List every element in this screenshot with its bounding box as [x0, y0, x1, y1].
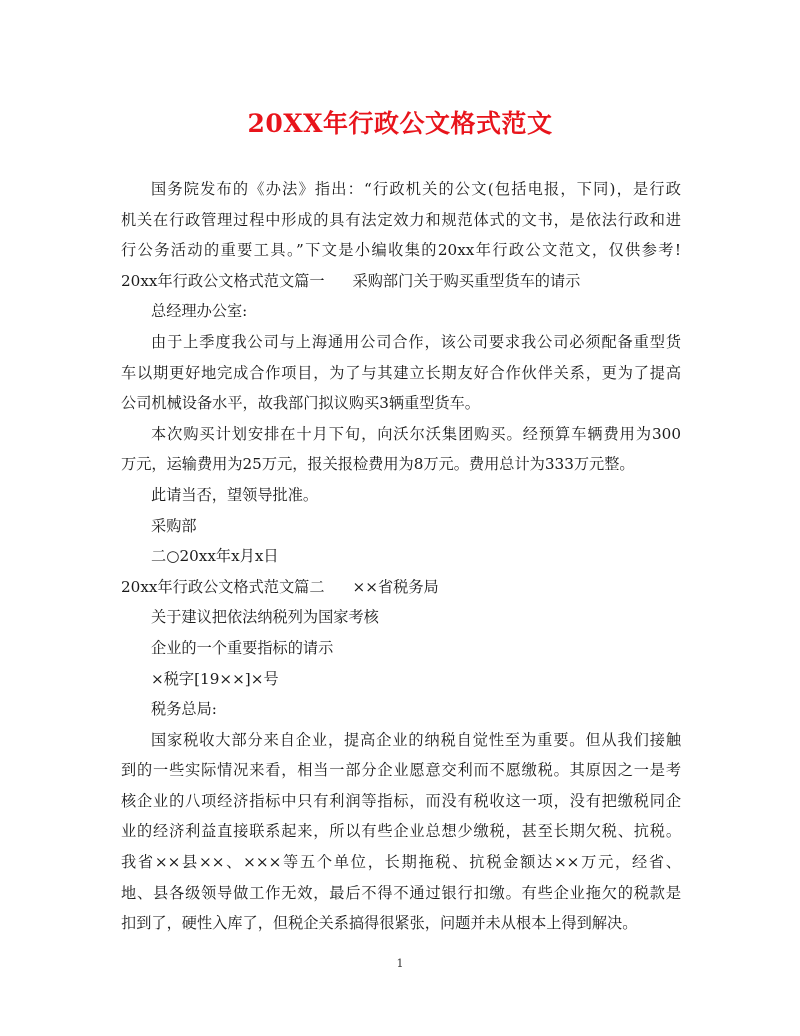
request-title-line: 企业的一个重要指标的请示 — [151, 638, 334, 657]
page-number: 1 — [396, 957, 404, 970]
paragraph-line: 业的经济利益直接联系起来，所以有些企业总想少缴税，甚至长期欠税、抗税。 — [121, 822, 681, 841]
paragraph-line: 核企业的八项经济指标中只有利润等指标，而没有税收这一项，没有把缴税同企 — [121, 791, 681, 810]
paragraph-line: 国家税收大部分来自企业，提高企业的纳税自觉性至为重要。但从我们接触 — [151, 730, 681, 749]
document-number: ×税字[19××]×号 — [151, 669, 279, 688]
date-line: 二○20xx年x月x日 — [151, 547, 279, 566]
paragraph-line: 行公务活动的重要工具。”下文是小编收集的20xx年行政公文范文，仅供参考! — [121, 241, 681, 260]
section-heading-line — [121, 266, 681, 297]
paragraph-line: 我省××县××、×××等五个单位，长期拖税、抗税金额达××万元，经省、 — [121, 853, 681, 872]
paragraph-line: 由于上季度我公司与上海通用公司合作，该公司要求我公司必须配备重型货 — [151, 332, 681, 351]
request-title-line: 关于建议把依法纳税列为国家考核 — [151, 608, 379, 627]
paragraph-line: 万元，运输费用为25万元，报关报检费用为8万元。费用总计为333万元整。 — [121, 455, 635, 474]
paragraph-line: 扣到了，硬性入库了，但税企关系搞得很紧张，问题并未从根本上得到解决。 — [121, 914, 638, 933]
request-title-1: 采购部门关于购买重型货车的请示 — [352, 271, 581, 290]
section-heading-2: 20xx年行政公文格式范文篇二 — [121, 577, 325, 596]
issuer-name: ××省税务局 — [352, 577, 439, 596]
paragraph-line: 到的一些实际情况来看，相当一部分企业愿意交利而不愿缴税。其原因之一是考 — [121, 761, 681, 780]
paragraph-line: 国务院发布的《办法》指出：“行政机关的公文(包括电报，下同)，是行政 — [151, 180, 681, 198]
paragraph-line: 公司机械设备水平，故我部门拟议购买3辆重型货车。 — [121, 394, 480, 413]
signature-line: 采购部 — [151, 516, 197, 535]
section-heading-line — [121, 572, 681, 603]
recipient-line: 税务总局: — [151, 700, 217, 719]
paragraph-line: 车以期更好地完成合作项目，为了与其建立长期友好合作伙伴关系，更为了提高 — [121, 363, 681, 382]
recipient-line: 总经理办公室: — [151, 302, 248, 321]
paragraph-line: 地、县各级领导做工作无效，最后不得不通过银行扣缴。有些企业拖欠的税款是 — [121, 883, 681, 902]
paragraph-line: 机关在行政管理过程中形成的具有法定效力和规范体式的文书，是依法行政和进 — [121, 210, 681, 229]
paragraph-line: 本次购买计划安排在十月下旬，向沃尔沃集团购买。经预算车辆费用为300 — [151, 424, 681, 443]
document-title: 20XX年行政公文格式范文 — [247, 109, 553, 138]
section-heading-1: 20xx年行政公文格式范文篇一 — [121, 271, 325, 290]
paragraph-line: 此请当否，望领导批准。 — [151, 485, 319, 504]
document-body — [121, 174, 681, 939]
